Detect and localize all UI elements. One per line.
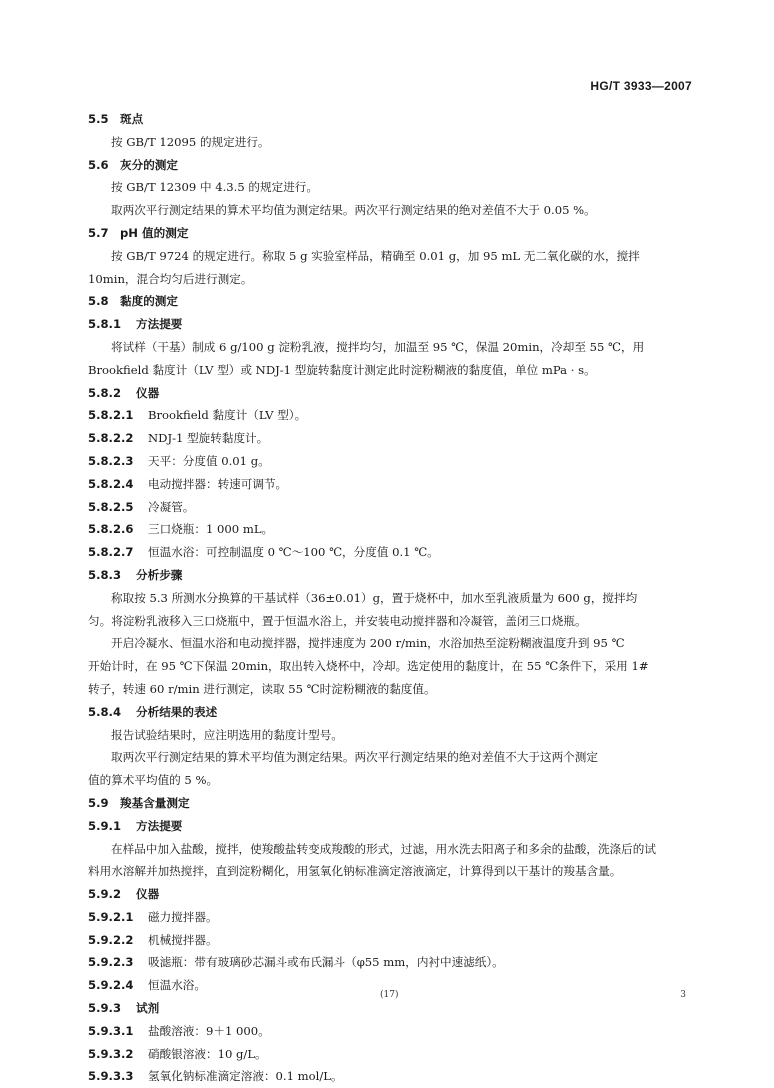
item-text: 吸滤瓶：带有玻璃砂芯漏斗或布氏漏斗（φ55 mm，内衬中速滤纸）。	[148, 955, 504, 970]
section-heading-5-8-1	[88, 313, 695, 336]
section-number: 5.8.3	[88, 567, 122, 582]
footer-page-label: (17)	[380, 990, 399, 1000]
item-number: 5.9.3.3	[88, 1069, 134, 1084]
item-text: 冷凝管。	[148, 499, 195, 514]
section-text: 转子，转速 60 r/min 进行测定，读取 55 ℃时淀粉糊液的黏度值。	[88, 681, 436, 696]
section-title: 分析步骤	[136, 567, 183, 582]
item-number: 5.8.2.1	[88, 408, 134, 423]
section-title: 方法提要	[136, 317, 183, 332]
section-title: 试剂	[136, 1001, 160, 1016]
section-title: 仪器	[136, 887, 160, 902]
section-title: 灰分的测定	[120, 157, 178, 172]
item-number: 5.8.2.7	[88, 545, 134, 560]
section-text: 报告试验结果时，应注明选用的黏度计型号。	[111, 727, 343, 742]
section-text: 按 GB/T 12309 中 4.3.5 的规定进行。	[111, 180, 318, 195]
section-number: 5.8.1	[88, 317, 122, 332]
section-title: 羧基含量测定	[120, 795, 190, 810]
section-number: 5.9	[88, 795, 109, 810]
section-heading-5-8-4	[88, 701, 695, 724]
item-number: 5.9.2.3	[88, 955, 134, 970]
section-text: 将试样（干基）制成 6 g/100 g 淀粉乳液，搅拌均匀，加温至 95 ℃，保温 20min，冷却至 55 ℃，用	[111, 339, 645, 354]
section-number: 5.9.3	[88, 1001, 122, 1016]
list-item	[88, 1043, 695, 1066]
list-item	[88, 450, 695, 473]
item-number: 5.9.2.1	[88, 909, 134, 924]
item-number: 5.8.2.5	[88, 499, 134, 514]
item-text: 盐酸溶液：9＋1 000。	[148, 1023, 270, 1038]
section-heading-5-8-2	[88, 382, 695, 405]
section-text: Brookfield 黏度计（LV 型）或 NDJ-1 型旋转黏度计测定此时淀粉糊液的黏度值，单位 mPa · s。	[88, 362, 596, 377]
section-heading-5-6	[88, 154, 695, 177]
list-item	[88, 929, 695, 952]
section-title: 黏度的测定	[120, 294, 178, 309]
section-text: 值的算术平均值的 5 %。	[88, 773, 219, 788]
section-number: 5.6	[88, 157, 109, 172]
item-number: 5.9.2.4	[88, 978, 134, 993]
section-heading-5-9-3	[88, 997, 695, 1020]
list-item	[88, 518, 695, 541]
section-title: 方法提要	[136, 818, 183, 833]
section-text: 取两次平行测定结果的算术平均值为测定结果。两次平行测定结果的绝对差值不大于 0.05 %。	[111, 203, 596, 218]
section-number: 5.8	[88, 294, 109, 309]
item-text: 三口烧瓶：1 000 mL。	[148, 522, 274, 537]
section-text: 开始计时，在 95 ℃下保温 20min，取出转入烧杯中，冷却。选定使用的黏度计，在 55 ℃条件下，采用 1#	[88, 659, 649, 674]
section-text: 料用水溶解并加热搅拌，直到淀粉糊化，用氢氧化钠标准滴定溶液滴定，计算得到以干基计的羧基含量。	[88, 864, 622, 879]
section-title: 斑点	[120, 112, 144, 126]
item-number: 5.8.2.3	[88, 453, 134, 468]
section-number: 5.5	[88, 112, 109, 126]
section-number: 5.8.4	[88, 704, 122, 719]
section-title: 仪器	[136, 385, 160, 400]
section-number: 5.9.2	[88, 887, 122, 902]
list-item	[88, 496, 695, 519]
item-text: 磁力搅拌器。	[148, 909, 218, 924]
item-text: 机械搅拌器。	[148, 932, 218, 947]
item-number: 5.9.3.1	[88, 1023, 134, 1038]
footer-page-number: 3	[680, 990, 686, 1000]
section-text: 匀。将淀粉乳液移入三口烧瓶中，置于恒温水浴上，并安装电动搅拌器和冷凝管，盖闭三口烧瓶。	[88, 613, 587, 628]
section-heading-5-9-2	[88, 883, 695, 906]
list-item	[88, 906, 695, 929]
item-number: 5.8.2.2	[88, 431, 134, 446]
item-text: Brookfield 黏度计（LV 型）。	[148, 408, 307, 423]
item-number: 5.9.2.2	[88, 932, 134, 947]
item-text: 恒温水浴：可控制温度 0 ℃～100 ℃，分度值 0.1 ℃。	[148, 545, 439, 560]
section-heading-5-9	[88, 792, 695, 815]
list-item	[88, 473, 695, 496]
section-number: 5.9.1	[88, 818, 122, 833]
section-number: 5.8.2	[88, 385, 122, 400]
section-title: 分析结果的表述	[136, 704, 218, 719]
section-heading-5-5	[88, 108, 695, 131]
section-text: 按 GB/T 9724 的规定进行。称取 5 g 实验室样品，精确至 0.01 g，加 95 mL 无二氧化碳的水，搅拌	[111, 248, 640, 263]
item-number: 5.8.2.6	[88, 522, 134, 537]
item-text: NDJ-1 型旋转黏度计。	[148, 431, 269, 446]
item-number: 5.8.2.4	[88, 476, 134, 491]
document-body	[88, 108, 695, 1088]
section-heading-5-7	[88, 222, 695, 245]
list-item	[88, 427, 695, 450]
standard-code-header: HG/T 3933—2007	[590, 79, 692, 93]
section-heading-5-8	[88, 290, 695, 313]
item-text: 氢氧化钠标准滴定溶液：0.1 mol/L。	[148, 1069, 343, 1084]
section-heading-5-9-1	[88, 815, 695, 838]
list-item	[88, 541, 695, 564]
section-text: 按 GB/T 12095 的规定进行。	[111, 134, 270, 149]
list-item	[88, 404, 695, 427]
section-text: 开启冷凝水、恒温水浴和电动搅拌器，搅拌速度为 200 r/min，水浴加热至淀粉糊液温度升到 95 ℃	[111, 636, 625, 651]
list-item	[88, 1065, 695, 1088]
section-text: 在样品中加入盐酸，搅拌，使羧酸盐转变成羧酸的形式，过滤，用水洗去阳离子和多余的盐酸，洗涤后的试	[111, 841, 656, 856]
section-text: 10min，混合均匀后进行测定。	[88, 271, 253, 286]
list-item	[88, 951, 695, 974]
item-text: 硝酸银溶液：10 g/L。	[148, 1046, 267, 1061]
section-number: 5.7	[88, 225, 109, 240]
item-text: 天平：分度值 0.01 g。	[148, 453, 270, 468]
item-text: 电动搅拌器：转速可调节。	[148, 476, 288, 491]
item-text: 恒温水浴。	[148, 978, 206, 993]
section-text: 称取按 5.3 所测水分换算的干基试样（36±0.01）g，置于烧杯中，加水至乳液质量为 600 g，搅拌均	[111, 590, 638, 605]
section-text: 取两次平行测定结果的算术平均值为测定结果。两次平行测定结果的绝对差值不大于这两个测定	[111, 750, 598, 765]
item-number: 5.9.3.2	[88, 1046, 134, 1061]
section-heading-5-8-3	[88, 564, 695, 587]
section-title: pH 值的测定	[120, 225, 189, 240]
list-item	[88, 1020, 695, 1043]
